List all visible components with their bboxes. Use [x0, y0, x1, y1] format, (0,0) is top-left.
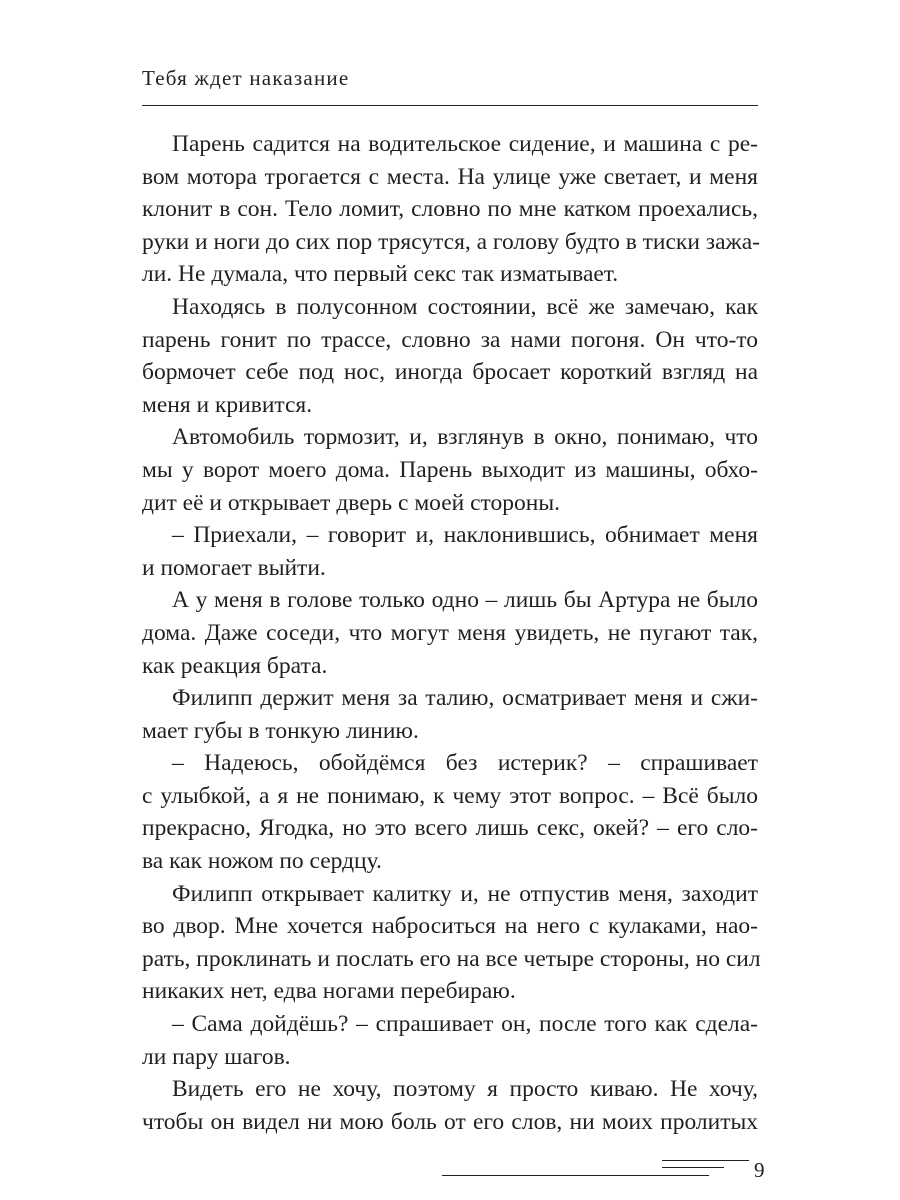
- text-line: Филипп открывает калитку и, не отпустив меня, заходит: [172, 880, 758, 907]
- text-line: мает губы в тонкую линию.: [142, 717, 419, 744]
- text-line: мы у ворот моего дома. Парень выходит из машины, обхо-: [142, 456, 758, 483]
- running-header: Тебя ждет наказание: [142, 66, 350, 90]
- page-number: 9: [754, 1158, 765, 1182]
- text-line: рать, проклинать и послать его на все четыре стороны, но сил: [142, 945, 761, 972]
- text-line: бормочет себе под нос, иногда бросает короткий взгляд на: [142, 359, 758, 386]
- text-line: вом мотора трогается с места. На улице уже светает, и меня: [142, 163, 758, 190]
- text-line: Автомобиль тормозит, и, взглянув в окно, понимаю, что: [172, 424, 758, 451]
- text-line: Видеть его не хочу, поэтому я просто киваю. Не хочу,: [172, 1076, 758, 1103]
- body-text: [142, 128, 761, 1138]
- text-line: ли пару шагов.: [142, 1043, 291, 1070]
- text-line: – Сама дойдёшь? – спрашивает он, после того как сделa-: [172, 1011, 758, 1038]
- text-line: как реакция брата.: [142, 652, 328, 679]
- text-line: парень гонит по трассе, словно за нами погоня. Он что-то: [142, 326, 758, 353]
- text-line: чтобы он видел ни мою боль от его слов, ни моих пролитых: [142, 1108, 758, 1135]
- footer-ornament-line: [662, 1167, 724, 1168]
- text-line: Парень садится на водительское сидение, и машина с ре-: [172, 131, 758, 157]
- text-line: никаких нет, едва ногами перебираю.: [142, 978, 516, 1005]
- text-line: прекрасно, Ягодка, но это всего лишь секс, окей? – его сло-: [142, 815, 758, 842]
- text-line: Находясь в полусонном состоянии, всё же замечаю, как: [172, 293, 758, 320]
- text-line: – Приехали, – говорит и, наклонившись, обнимает меня: [172, 522, 758, 549]
- text-line: и помогает выйти.: [142, 554, 326, 581]
- text-line: клонит в сон. Тело ломит, словно по мне катком проехались,: [142, 196, 758, 223]
- text-line: руки и ноги до сих пор трясутся, а голову будто в тиски зажа-: [142, 228, 761, 255]
- text-line: ли. Не думала, что первый секс так изматывает.: [142, 261, 619, 288]
- text-line: меня и кривится.: [142, 391, 313, 418]
- text-line: – Надеюсь, обойдёмся без истерик? – спрашивает: [172, 750, 758, 777]
- text-line: с улыбкой, а я не понимаю, к чему этот вопрос. – Всё было: [142, 782, 758, 809]
- text-line: дит её и открывает дверь с моей стороны.: [142, 489, 560, 516]
- footer-ornament-line: [662, 1160, 749, 1161]
- footer-rule: [442, 1175, 709, 1176]
- text-line: дома. Даже соседи, что могут меня увидеть, не пугают так,: [142, 619, 758, 646]
- text-line: ва как ножом по сердцу.: [142, 848, 382, 875]
- header-rule: [142, 105, 758, 106]
- text-line: А у меня в голове только одно – лишь бы Артура не было: [172, 587, 758, 614]
- text-line: во двор. Мне хочется наброситься на него с кулаками, нао-: [142, 913, 758, 940]
- text-line: Филипп держит меня за талию, осматривает меня и сжи-: [172, 685, 758, 712]
